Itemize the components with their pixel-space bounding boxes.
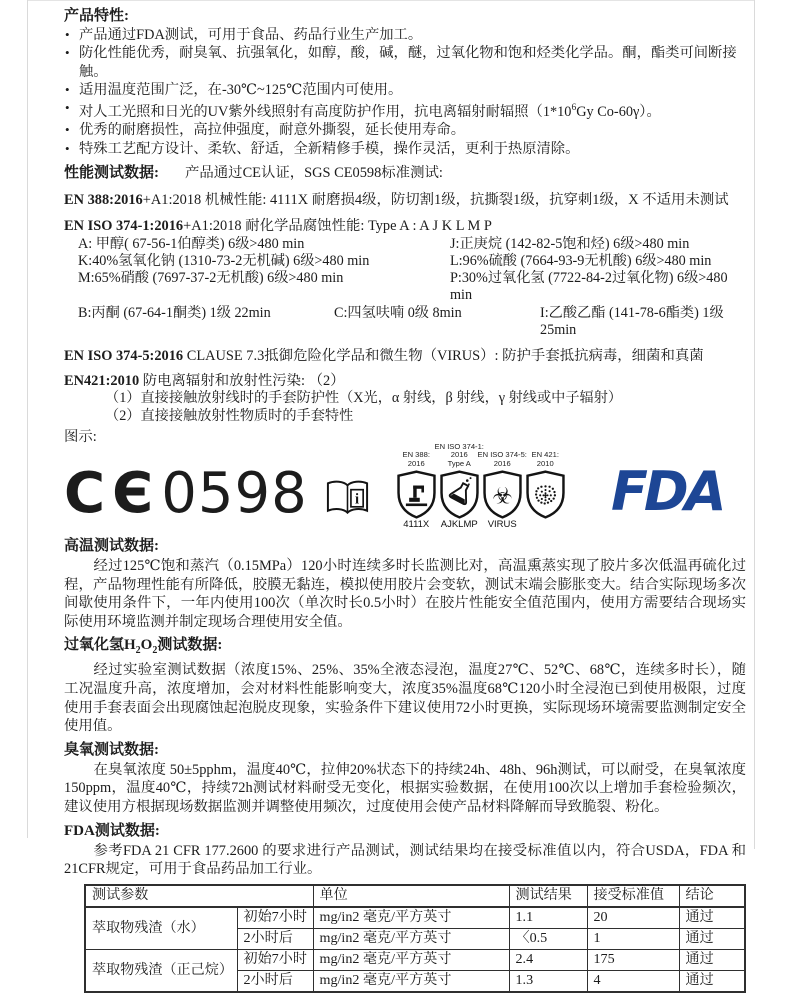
svg-text:☣: ☣	[491, 483, 513, 510]
feature-text: 产品通过FDA测试，可用于食品、药品行业生产加工。	[79, 27, 423, 43]
fda-logo	[609, 464, 769, 520]
conclusion-cell: 通过	[679, 970, 745, 992]
standard-code: EN ISO 374-1:2016	[64, 217, 184, 234]
standard-cell: 20	[587, 907, 679, 929]
en421-item: （1）直接接触放射线时的手套防护性（X光，α 射线，β 射线，γ 射线或中子辐射）	[105, 390, 623, 407]
result-cell: 〈0.5	[509, 928, 587, 949]
standard-code: EN421:2010	[64, 373, 140, 390]
col-header-conclusion: 结论	[679, 885, 745, 907]
phase-cell: 初始7小时	[237, 949, 313, 970]
result-cell: 1.1	[509, 907, 587, 929]
col-header-unit: 单位	[313, 885, 509, 907]
chem-cell: A: 甲醇( 67-56-1伯醇类) 6级>480 min	[78, 235, 305, 252]
standard-text: 防电离辐射和放射性污染: （2）	[139, 373, 345, 390]
page-frame-top-line	[27, 0, 755, 1]
standard-cell: 175	[587, 949, 679, 970]
performance-subtitle: 产品通过CE认证，SGS CE0598标准测试:	[185, 164, 443, 181]
standard-text: +A1:2018 机械性能: 4111X 耐磨损4级，防切割1级，抗撕裂1级，抗穿刺1级，X 不适用未测试	[142, 191, 729, 208]
table-header-row	[85, 885, 745, 907]
chem-cell: J:正庚烷 (142-82-5饱和烃) 6级>480 min	[450, 235, 690, 252]
shield-label-line: 2016	[407, 459, 425, 469]
result-cell: 2.4	[509, 949, 587, 970]
chemical-flask-icon	[439, 470, 480, 519]
performance-title: 性能测试数据:	[64, 164, 159, 181]
unit-cell: mg/in2 毫克/平方英寸	[313, 928, 509, 949]
shield-label-line: EN ISO 374-5:	[477, 450, 527, 460]
conclusion-cell: 通过	[679, 949, 745, 970]
feature-item	[64, 140, 746, 158]
shield-caption: VIRUS	[487, 519, 517, 531]
standard-code: EN ISO 374-5:2016	[64, 348, 184, 365]
chemical-resistance-grid	[64, 236, 746, 305]
shield-label-line: EN 421:	[531, 450, 559, 460]
feature-list	[64, 26, 746, 158]
standard-line-en421	[64, 372, 746, 390]
feature-text: 适用温度范围广泛，在-30℃~125℃范围内可使用。	[79, 81, 403, 98]
phase-cell: 2小时后	[237, 928, 313, 949]
chem-cell: P:30%过氧化氢 (7722-84-2过氧化物) 6级>480 min	[450, 270, 728, 304]
standard-line-en374-1	[64, 217, 746, 235]
feature-item	[64, 26, 746, 44]
section-title-fda: FDA测试数据:	[64, 822, 160, 839]
ce-number: 0598	[161, 461, 308, 527]
standard-line-en374-5	[64, 347, 746, 365]
chemical-resistance-row4	[64, 305, 746, 340]
high-temp-paragraph: 经过125℃饱和蒸汽（0.15MPa）120小时连续多时长监测比对，高温熏蒸实现了胶片多次低温再硫化过程，产品物理性能有所降低，胶膜无黏连，模拟使用胶片会变软，测试末端会膨胀变大。结合实际现场多次间歇使用条件下，一年内使用100次（单次时长0.5小时）在胶片性能安全值范围内，使用方需要结合现场实际使用环境监测并制定现场合理使用安全值。	[64, 558, 746, 630]
shield-label-line: 2016	[493, 459, 511, 469]
shield-label-line: EN 388:	[402, 450, 430, 460]
unit-cell: mg/in2 毫克/平方英寸	[313, 907, 509, 929]
section-title-features: 产品特性:	[64, 8, 129, 24]
shield-label-line: 2016	[450, 450, 468, 460]
col-header-result: 测试结果	[509, 885, 587, 907]
en421-item: （2）直接接触放射性物质时的手套特性	[105, 408, 354, 425]
ce-letter-e: Є	[112, 461, 154, 527]
shield-label-line: EN ISO 374-1:	[434, 441, 484, 451]
feature-text: 优秀的耐磨损性，高拉伸强度，耐意外撕裂，延长使用寿命。	[79, 122, 466, 139]
feature-item	[64, 99, 746, 121]
certification-icons-row	[64, 441, 746, 531]
shield-label-line: 2010	[536, 459, 554, 469]
shield-caption	[524, 519, 567, 530]
pictogram-shields	[395, 441, 567, 530]
h2o2-title-part: O	[140, 637, 153, 654]
feature-text: Gy Co-60γ）。	[576, 103, 661, 120]
h2o2-paragraph: 经过实验室测试数据（浓度15%、25%、35%全液态浸泡，温度27℃、52℃、68℃，连续多时长），随工况温度升高，浓度增加，会对材料性能影响变大，浓度35%温度68℃120小时全浸泡已到使用极限，过度使用手套表面会出现腐蚀起泡脱皮现象，实验条件下建议使用72小时更换，实际现场环境需要监测制定安全使用值。	[64, 662, 746, 735]
conclusion-cell: 通过	[679, 907, 745, 929]
table-row	[85, 907, 745, 929]
radiation-icon	[525, 470, 566, 519]
section-title-ozone: 臭氧测试数据:	[64, 741, 159, 758]
feature-item	[64, 44, 746, 81]
h2o2-title-part: 测试数据:	[157, 637, 223, 654]
chem-cell: L:96%硫酸 (7664-93-9无机酸) 6级>480 min	[450, 253, 712, 270]
instruction-manual-icon	[324, 478, 371, 518]
shield-caption: 4111X	[403, 519, 430, 531]
feature-item	[64, 121, 746, 139]
param-cell: 萃取物残渣（水）	[85, 907, 237, 950]
abrasion-icon	[396, 470, 437, 519]
conclusion-cell: 通过	[679, 928, 745, 949]
chem-cell: I:乙酸乙酯 (141-78-6酯类) 1级 25min	[540, 304, 724, 339]
ozone-paragraph: 在臭氧浓度 50±5pphm，温度40℃，拉伸20%状态下的持续24h、48h、96h测试，可以耐受，在臭氧浓度150ppm，温度40℃，持续72h测试材料耐受无变化，根据实验数据，在使用100次以上增加手套检验频次，建议使用方根据现场数据监测并调整使用频次，过度使用会使产品材料降解而导致脆裂、粉化。	[64, 761, 746, 815]
shield-label-line: Type A	[447, 459, 471, 469]
ce-letter-c: C	[64, 461, 106, 527]
standard-cell: 1	[587, 928, 679, 949]
feature-item	[64, 81, 746, 99]
param-cell: 萃取物残渣（正己烷）	[85, 949, 237, 992]
standard-cell: 4	[587, 970, 679, 992]
fda-test-table	[84, 884, 746, 993]
standard-text: CLAUSE 7.3抵御危险化学品和微生物（VIRUS）: 防护手套抵抗病毒，细菌和真菌	[183, 348, 704, 365]
standard-text: +A1:2018 耐化学品腐蚀性能: Type A : A J K L M P	[183, 217, 492, 234]
ce-mark	[64, 461, 308, 527]
en421-sub-items	[64, 390, 746, 426]
shield-standard-label	[510, 441, 580, 469]
svg-text:FDA: FDA	[610, 464, 723, 521]
section-title-h2o2	[64, 636, 746, 660]
fda-paragraph: 参考FDA 21 CFR 177.2600 的要求进行产品测试，测试结果均在接受标准值以内，符合USDA，FDA 和21CFR规定，可用于食品药品加工行业。	[64, 842, 746, 878]
page-frame-right-line	[754, 0, 755, 849]
biohazard-icon	[482, 470, 523, 519]
page-frame-left-line	[27, 0, 28, 838]
standard-line-en388	[64, 191, 746, 209]
chem-cell: M:65%硝酸 (7697-37-2无机酸) 6级>480 min	[78, 270, 344, 287]
section-title-performance	[64, 164, 746, 183]
chem-cell: K:40%氢氧化钠 (1310-73-2无机碱) 6级>480 min	[78, 253, 370, 270]
phase-cell: 2小时后	[237, 970, 313, 992]
table-row	[85, 949, 745, 970]
subscript: 2	[152, 645, 158, 657]
feature-text: 特殊工艺配方设计、柔软、舒适，全新精修手模，操作灵活，更利于热原清除。	[79, 140, 580, 157]
col-header-standard: 接受标准值	[587, 885, 679, 907]
superscript-exponent: 6	[571, 103, 577, 114]
feature-text: 对人工光照和日光的UV紫外线照射有高度防护作用，抗电离辐射耐辐照（1*10	[79, 103, 572, 120]
unit-cell: mg/in2 毫克/平方英寸	[313, 970, 509, 992]
unit-cell: mg/in2 毫克/平方英寸	[313, 949, 509, 970]
feature-text: 防化性能优秀，耐臭氧、抗强氧化，如醇，酸，碱，醚，过氧化物和饱和烃类化学品。酮，酯类可间断接触。	[79, 45, 737, 80]
h2o2-title-part: 过氧化氢H	[64, 637, 136, 654]
result-cell: 1.3	[509, 970, 587, 992]
book-info-glyph: i	[354, 491, 359, 508]
icons-label: 图示:	[64, 429, 97, 446]
standard-code: EN 388:2016	[64, 191, 143, 208]
col-header-parameter: 测试参数	[85, 885, 313, 907]
chem-cell: B:丙酮 (67-64-1酮类) 1级 22min	[78, 304, 271, 321]
section-title-high-temp: 高温测试数据:	[64, 538, 159, 555]
subscript: 2	[135, 645, 141, 657]
shield-caption: AJKLMP	[440, 519, 478, 531]
shield-en421	[524, 441, 567, 530]
phase-cell: 初始7小时	[237, 907, 313, 929]
chem-cell: C:四氢呋喃 0级 8min	[334, 304, 462, 321]
